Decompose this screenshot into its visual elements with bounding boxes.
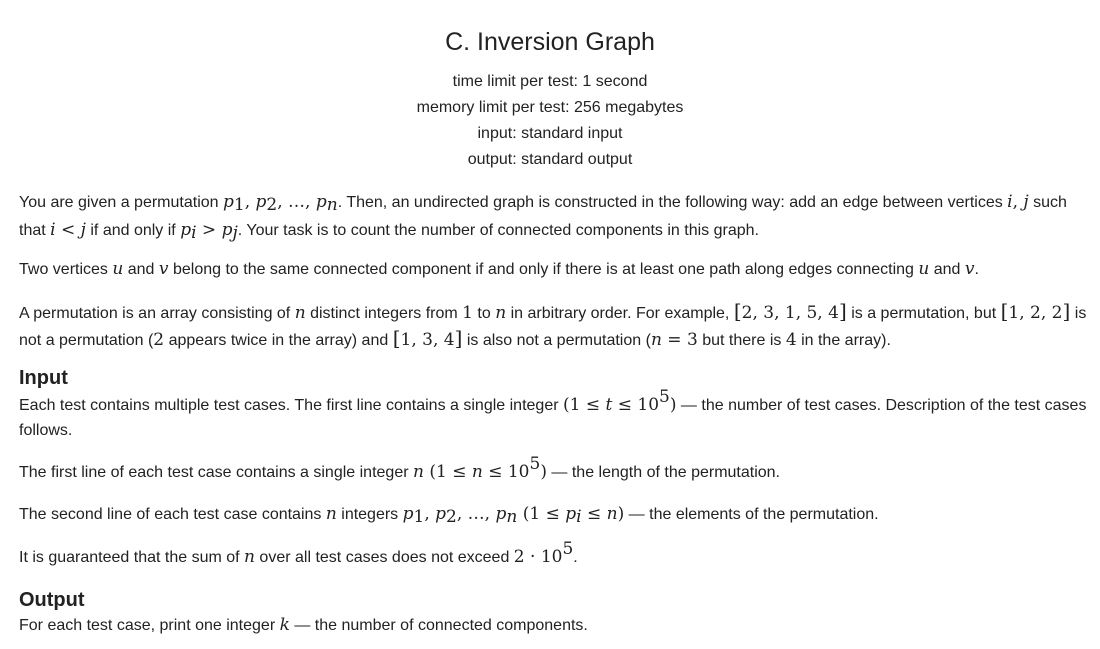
output-paragraph: For each test case, print one integer k — the number of connected components. <box>19 615 588 635</box>
statement-paragraph-3: A permutation is an array consisting of n distinct integers from 1 to n in arbitrary order. For example, [2, 3, 1, 5, 4] is a permutation, but [1, 2, 2] is not a permutation (2 appears twice in the array) and [1, 3, 4] is also not a permutation (n = 3 but there is 4 in the array). <box>19 299 1087 350</box>
input-paragraph-2: The first line of each test case contains a single integer n $(1 \le n \le 10^5)$ — the length of the permutation. <box>19 454 780 482</box>
input-heading: Input <box>19 367 68 389</box>
time-limit: time limit per test: 1 second <box>452 73 648 90</box>
input-paragraph-4: It is guaranteed that the sum of n over all test cases does not exceed $2 \cdot 10^5$. <box>19 539 578 567</box>
problem-title: C. Inversion Graph <box>445 28 655 56</box>
output-heading: Output <box>19 589 85 611</box>
statement-paragraph-1: You are given a permutation $p_1$, $p_2$, …, $p_n$. Then, an undirected graph is constructed in the following way: add an edge between vertices i, j such that i < j if and only if $p_i > p_j$. Your task is to count the number of connected components in this graph. <box>19 192 1067 243</box>
output-spec: output: standard output <box>467 151 633 168</box>
memory-limit: memory limit per test: 256 megabytes <box>416 99 684 116</box>
statement-paragraph-2: Two vertices u and v belong to the same connected component if and only if there is at least one path along edges connecting u and v. <box>19 259 979 279</box>
input-paragraph-1: Each test contains multiple test cases. The first line contains a single integer $(1 \le t \le 10^5)$ — the number of test cases. Description of the test cases follows. <box>19 387 1087 439</box>
input-paragraph-3: The second line of each test case contains n integers $p_1$, $p_2$, …, $p_n$ $(1 \le p_i \le n)$ — the elements of the permutation. <box>19 504 879 527</box>
input-spec: input: standard input <box>477 125 623 142</box>
